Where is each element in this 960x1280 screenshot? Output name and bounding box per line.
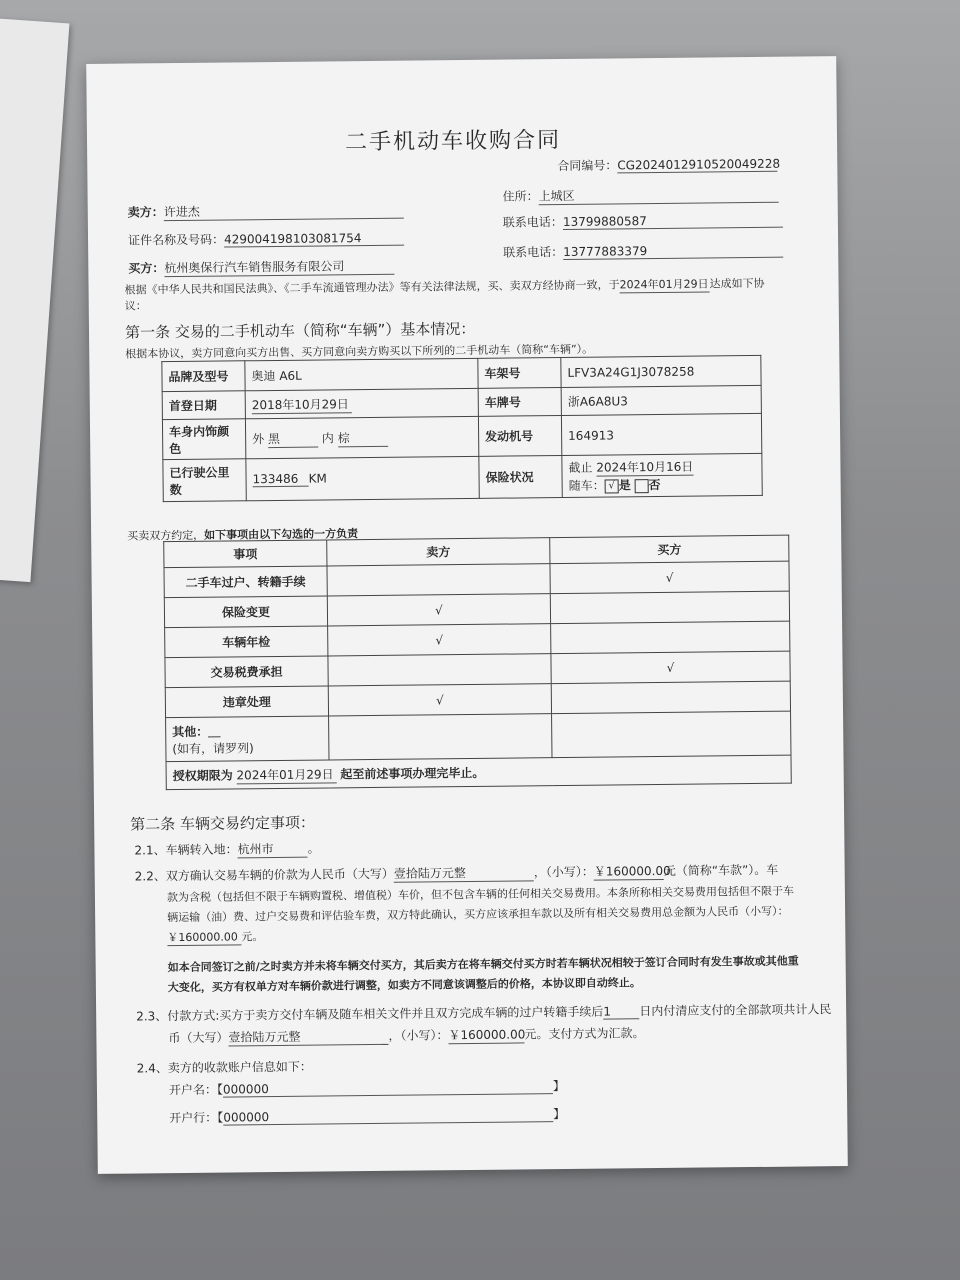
clause-2-2-line3: 辆运输（油）费、过户交易费和评估验车费，双方特此确认，买方应该承担车款以及所有相关交易费用总金额为人民币（小写）： (167, 904, 789, 925)
reg-date-value: 2018年10月29日 (252, 395, 352, 414)
buyer-row: 买方：杭州奥保行汽车销售服务有限公司 (128, 257, 394, 278)
page-title: 二手机动车收购合同 (344, 127, 562, 156)
clause-2-2: 2.2、双方确认交易车辆的价款为人民币（大写）壹拾陆万元整 ，（小写）：￥160000.00元（简称“车款”）。车 (134, 862, 779, 884)
plate-value: 浙A6A8U3 (561, 385, 761, 415)
seller-name: 许进杰 (164, 201, 404, 222)
seller-address: 住所：上城区 (503, 185, 779, 206)
contract-no-value: CG2024012910520049228 (617, 156, 781, 173)
article1-title: 第一条 交易的二手机动车（简称“车辆”）基本情况： (124, 319, 476, 342)
vehicle-table: 品牌及型号 奥迪 A6L 车架号 LFV3A24G1J3078258 首登日期 2018年10月29日 车牌号 浙A6A8U3 车身内饰颜 色 外 黑 内 棕 发动机号 164913 已行驶公里 数 133486 KM 保险状况 截止 2024年10月16日 随车： √ 是 否 (161, 355, 762, 502)
buyer-name: 杭州奥保行汽车销售服务有限公司 (164, 257, 394, 277)
article2-title: 第二条 车辆交易约定事项： (130, 813, 316, 834)
buyer-phone: 联系电话：13777883379 (503, 241, 783, 261)
seller-phone: 联系电话：13799880587 (503, 211, 783, 231)
intro-line-2: 议： (124, 299, 147, 313)
clause-2-3-line2: 币（大写）壹拾陆万元整 ，（小写）：￥160000.00元。支付方式为汇款。 (168, 1026, 645, 1046)
insurance-value: 截止 2024年10月16日 随车： √ 是 否 (562, 453, 762, 497)
table-row: 保险变更 √ (164, 591, 789, 628)
table-row: 交易税费承担 √ (165, 651, 790, 688)
duties-table: 事项 卖方 买方 二手车过户、转籍手续 √ 保险变更 √ 车辆年检 √ 交易税费承担 √ 违章处理 √ 其他：＿ (如有，请罗列) 授权期限为 2024年01月29日 起至前述事项办理完毕止。 (163, 535, 792, 791)
frame-value: LFV3A24G1J3078258 (561, 355, 761, 387)
condition-bold-1: 如本合同签订之前/之时卖方并未将车辆交付买方，其后卖方在将车辆交付买方时若车辆状况相较于签订合同时有发生事故或其他重 (167, 954, 799, 975)
table-row: 违章处理 √ (165, 681, 790, 718)
seller-row: 卖方：许进杰 (128, 201, 404, 222)
brand-value: 奥迪 A6L (245, 358, 478, 390)
clause-2-2-total: ￥160000.00 元。 (167, 930, 264, 945)
insurance-no-checkbox[interactable] (634, 479, 648, 493)
engine-value: 164913 (561, 413, 761, 455)
account-name: 开户名：【000000 】 (168, 1079, 566, 1098)
article1-lead: 根据本协议，卖方同意向买方出售、买方同意向卖方购买以下所列的二手机动车（简称“车辆”）。 (125, 342, 594, 361)
color-value: 外 黑 内 棕 (245, 416, 478, 458)
clause-2-3: 2.3、付款方式:买方于卖方交付车辆及随车相关文件并且双方完成车辆的过户转籍手续后1 日内付清应支付的全部款项共计人民 (136, 1002, 832, 1024)
contract-no: 合同编号：CG2024012910520049228 (557, 156, 781, 174)
intro-line: 根据《中华人民共和国民法典》、《二手车流通管理办法》等有关法律法规，买、卖双方经协商一致，于2024年01月29日达成如下协 (124, 276, 765, 297)
table-row: 其他：＿ (如有，请罗列) (166, 711, 791, 762)
table-row: 车辆年检 √ (165, 621, 790, 658)
clause-2-4: 2.4、卖方的收款账户信息如下： (136, 1059, 312, 1076)
account-name-value: 000000 (223, 1079, 553, 1097)
table-row: 二手车过户、转籍手续 √ (164, 561, 789, 598)
contract-page (86, 56, 848, 1174)
account-bank-value: 000000 (223, 1107, 553, 1125)
authorization-period: 授权期限为 2024年01月29日 起至前述事项办理完毕止。 (166, 755, 791, 790)
duties-lead: 买卖双方约定，如下事项由以下勾选的一方负责 (127, 527, 359, 543)
condition-bold-2: 大变化，买方有权单方对车辆价款进行调整，如卖方不同意该调整后的价格，本协议即自动终止。 (167, 976, 641, 995)
clause-2-1: 2.1、车辆转入地：杭州市 。 (134, 841, 320, 858)
seller-id: 证件名称及号码：429004198103081754 (128, 229, 404, 249)
clause-2-2-line2: 款为含税（包括但不限于车辆购置税、增值税）车价，但不包含车辆的任何相关交易费用。本条所称相关交易费用包括但不限于车 (166, 884, 794, 905)
insurance-yes-checkbox[interactable]: √ (605, 479, 619, 493)
mileage-value: 133486 KM (246, 456, 479, 500)
account-bank: 开户行：【000000 】 (169, 1106, 566, 1126)
